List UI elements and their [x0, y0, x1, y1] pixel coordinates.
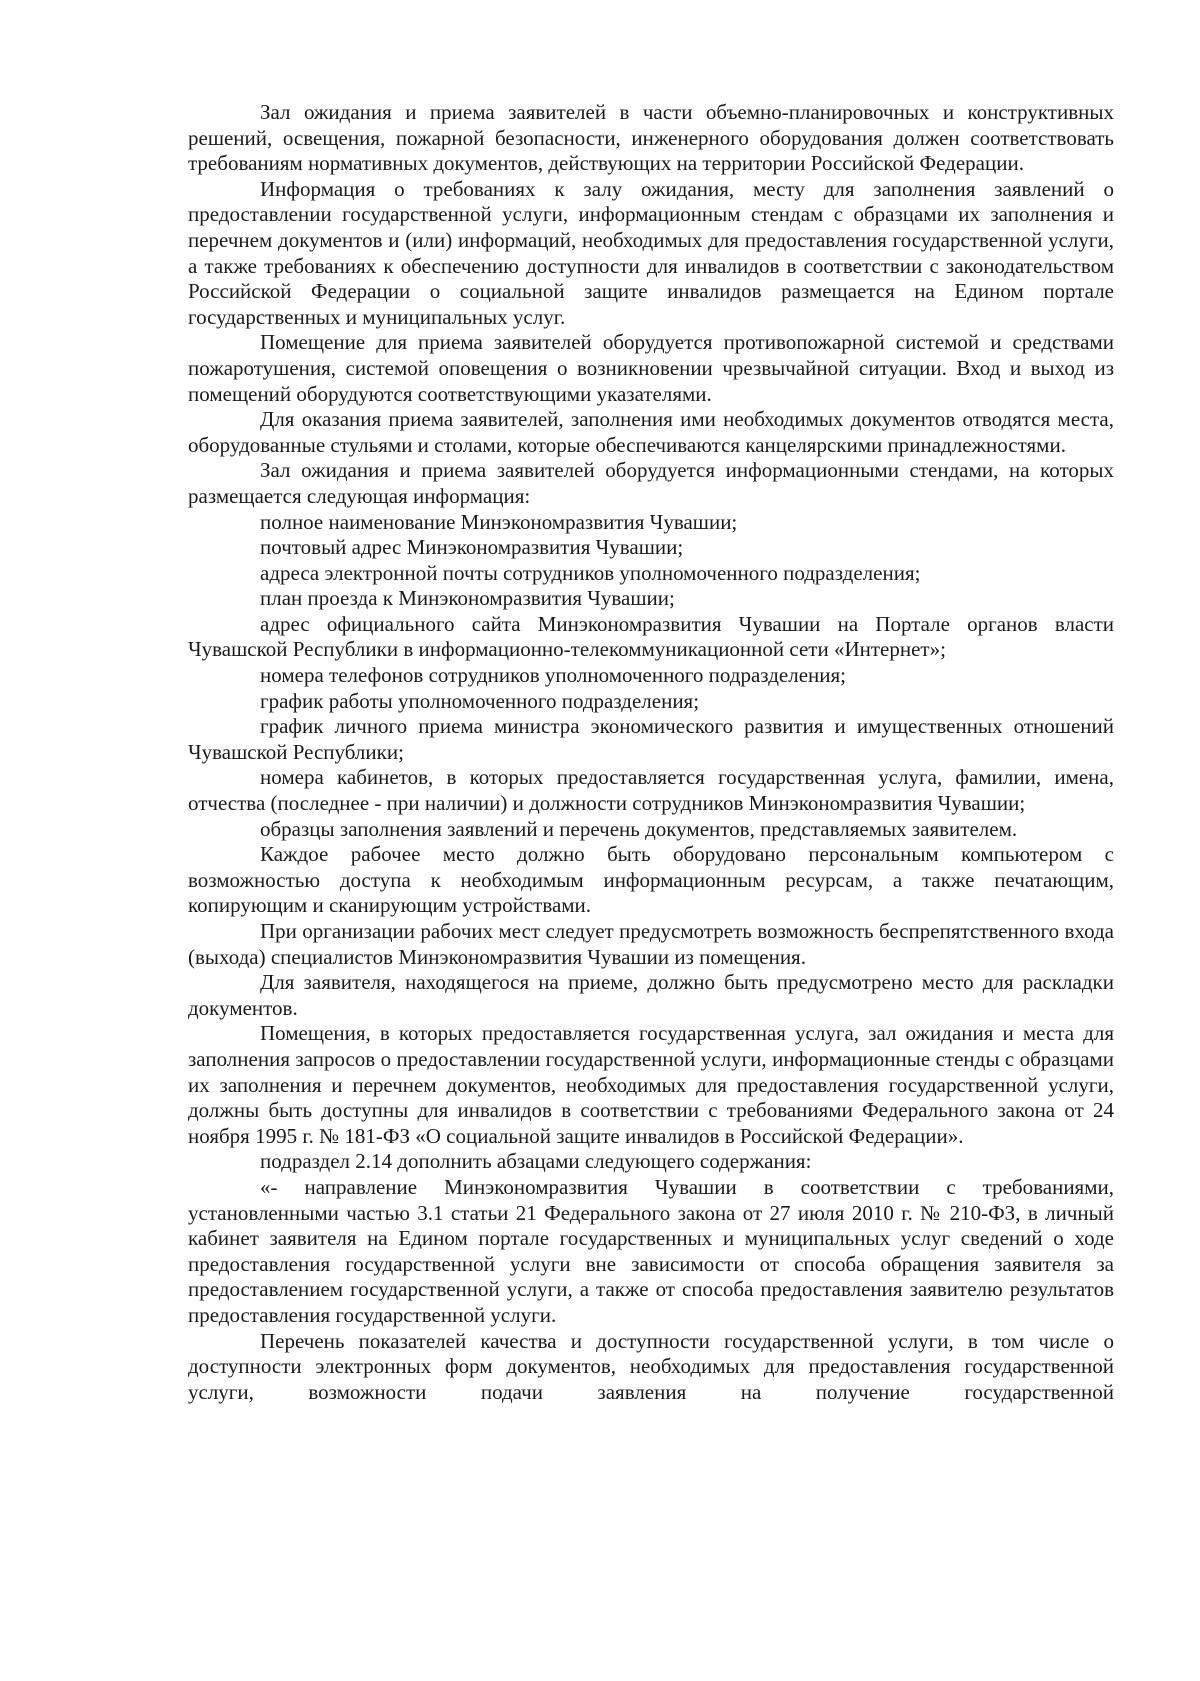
- paragraph-requirements-information: Информация о требованиях к залу ожидания, месту для заполнения заявлений о предоставлении государственной услуги, информационным стендам с образцами их заполнения и перечнем документов и (или) информаций, необходимых для предоставления государственной услуги, а также требованиях к обеспечению доступности для инвалидов в соответствии с законодательством Российской Федерации о социальной защите инвалидов размещается на Едином портале государственных и муниципальных услуг.: [188, 176, 1114, 329]
- list-item-travel-plan: план проезда к Минэкономразвития Чувашии;: [260, 586, 675, 611]
- list-item-official-website: адрес официального сайта Минэкономразвития Чувашии на Портале органов власти Чувашской Республики в информационно-телекоммуникационной сети «Интернет»;: [188, 611, 1114, 662]
- list-item-minister-schedule: график личного приема министра экономического развития и имущественных отношений Чувашской Республики;: [188, 714, 1114, 764]
- paragraph-workplace-equipment: Каждое рабочее место должно быть оборудовано персональным компьютером с возможностью доступа к необходимым информационным ресурсам, а также печатающим, копирующим и сканирующим устройствами.: [188, 842, 1114, 918]
- list-item-application-samples: образцы заполнения заявлений и перечень документов, представляемых заявителем.: [260, 816, 1018, 841]
- document-body: [188, 100, 1114, 1405]
- paragraph-document-layout-place: Для заявителя, находящегося на приеме, должно быть предусмотрено место для раскладки документов.: [188, 970, 1114, 1020]
- list-item-postal-address: почтовый адрес Минэкономразвития Чувашии;: [260, 535, 684, 560]
- paragraph-quality-indicators: Перечень показателей качества и доступности государственной услуги, в том числе о доступности электронных форм документов, необходимых для предоставления государственной услуги, возможности подачи заявления на получение государственной: [188, 1328, 1114, 1404]
- paragraph-accessibility-for-disabled: Помещения, в которых предоставляется государственная услуга, зал ожидания и места для заполнения запросов о предоставлении государственной услуги, информационные стенды с образцами их заполнения и перечнем документов, необходимых для предоставления государственной услуги, должны быть доступны для инвалидов в соответствии с требованиями Федерального закона от 24 ноября 1995 г. № 181-ФЗ «О социальной защите инвалидов в Российской Федерации».: [188, 1021, 1114, 1148]
- list-item-work-schedule: график работы уполномоченного подразделения;: [260, 688, 700, 713]
- paragraph-workplace-access: При организации рабочих мест следует предусмотреть возможность беспрепятственного входа (выхода) специалистов Минэкономразвития Чувашии из помещения.: [188, 919, 1114, 969]
- list-item-full-name: полное наименование Минэкономразвития Чувашии;: [260, 509, 738, 534]
- paragraph-waiting-hall-requirements: Зал ожидания и приема заявителей в части объемно-планировочных и конструктивных решений, освещения, пожарной безопасности, инженерного оборудования должен соответствовать требованиям нормативных документов, действующих на территории Российской Федерации.: [188, 100, 1114, 176]
- paragraph-subsection-amendment: подраздел 2.14 дополнить абзацами следующего содержания:: [260, 1149, 812, 1174]
- paragraph-info-stands: Зал ожидания и приема заявителей оборудуется информационными стендами, на которых размещается следующая информация:: [188, 458, 1114, 508]
- paragraph-reception-places: Для оказания приема заявителей, заполнения ими необходимых документов отводятся места, оборудованные стульями и столами, которые обеспечиваются канцелярскими принадлежностями.: [188, 407, 1114, 457]
- list-item-email-addresses: адреса электронной почты сотрудников уполномоченного подразделения;: [260, 560, 921, 585]
- paragraph-fire-safety: Помещение для приема заявителей оборудуется противопожарной системой и средствами пожаротушения, системой оповещения о возникновении чрезвычайной ситуации. Вход и выход из помещений оборудуются соответствующими указателями.: [188, 330, 1114, 406]
- list-item-office-numbers: номера кабинетов, в которых предоставляется государственная услуга, фамилии, имена, отчества (последнее - при наличии) и должности сотрудников Минэкономразвития Чувашии;: [188, 765, 1114, 816]
- list-item-phone-numbers: номера телефонов сотрудников уполномоченного подразделения;: [260, 663, 846, 688]
- paragraph-personal-account-notification: «- направление Минэкономразвития Чувашии в соответствии с требованиями, установленными частью 3.1 статьи 21 Федерального закона от 27 июля 2010 г. № 210-ФЗ, в личный кабинет заявителя на Едином портале государственных и муниципальных услуг сведений о ходе предоставления государственной услуги вне зависимости от способа обращения заявителя за предоставлением государственной услуги, а также от способа предоставления заявителю результатов предоставления государственной услуги.: [188, 1174, 1114, 1327]
